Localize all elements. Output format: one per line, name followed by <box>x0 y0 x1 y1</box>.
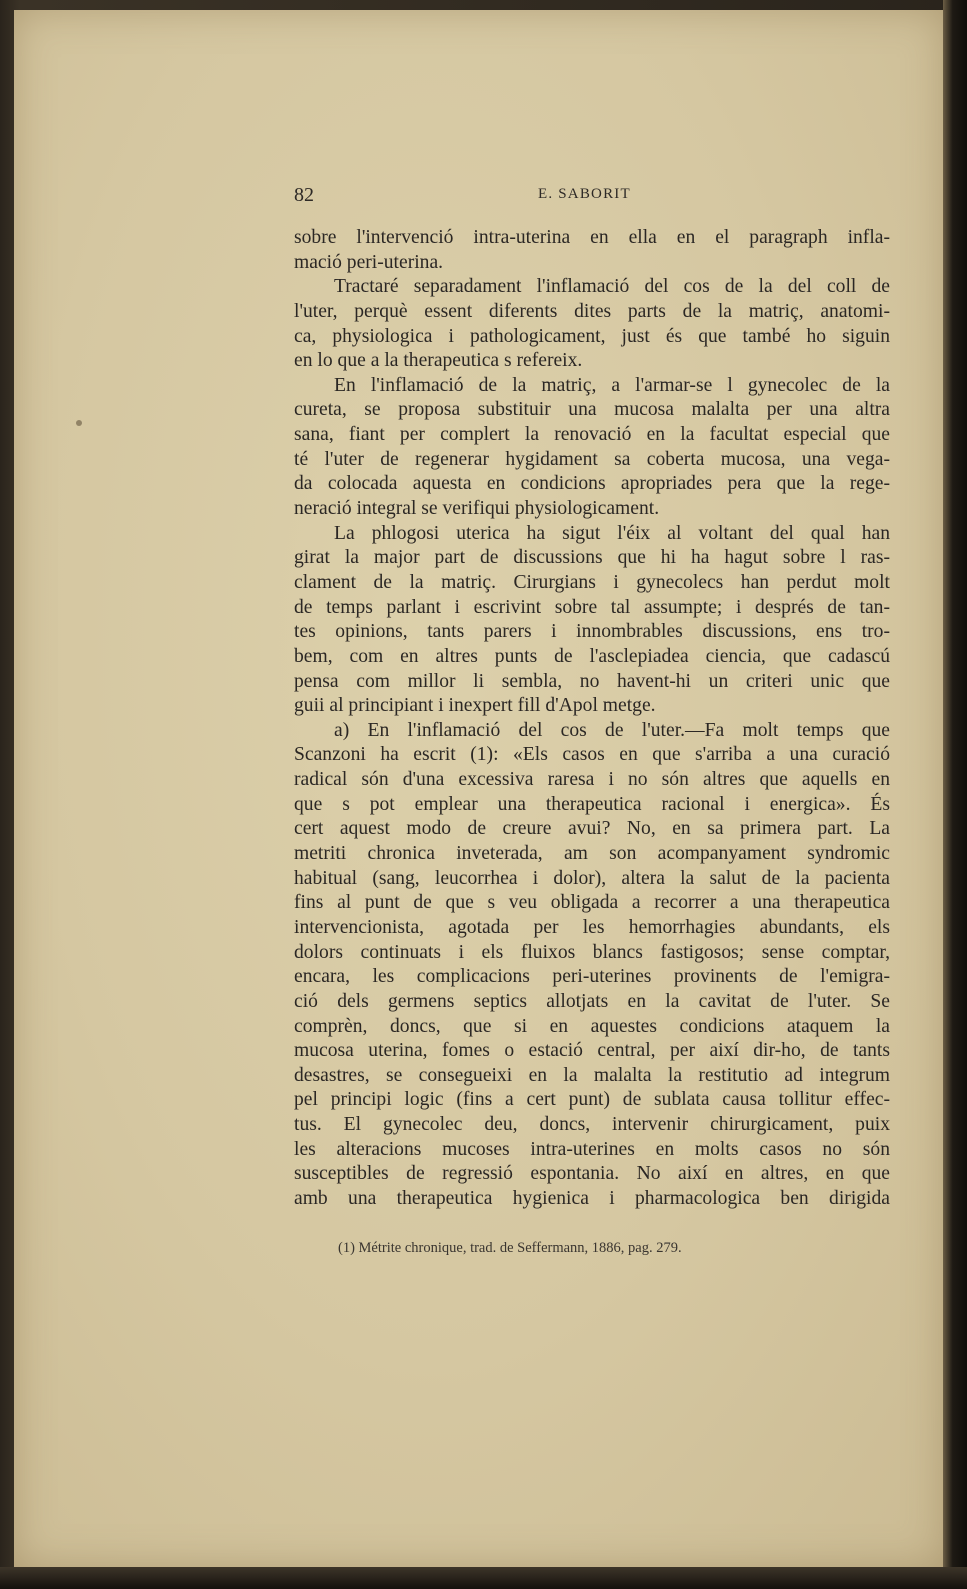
text-line: cert aquest modo de creure avui? No, en sa primera part. La <box>294 818 890 840</box>
text-line: La phlogosi uterica ha sigut l'éix al voltant del qual han <box>334 522 890 544</box>
text-line: desastres, se consegueixi en la malalta la restitutio ad integrum <box>294 1064 890 1086</box>
text-line: mucosa uterina, fomes o estació central, per així dir-ho, de tants <box>294 1040 890 1062</box>
text-line: tus. El gynecolec deu, doncs, intervenir chirurgicament, puix <box>294 1114 890 1136</box>
text-line: a) En l'inflamació del cos de l'uter.—Fa molt temps que <box>334 719 890 741</box>
text-line: Tractaré separadament l'inflamació del cos de la del coll de <box>334 276 890 298</box>
text-line: da colocada aquesta en condicions apropriades pera que la rege- <box>294 473 890 495</box>
text-line: dolors continuats i els fluixos blancs fastigosos; sense comptar, <box>294 941 890 963</box>
text-line: pensa com millor li sembla, no havent-hi un criteri unic que <box>294 670 890 692</box>
text-line: mació peri-uterina. <box>294 251 444 273</box>
body-text <box>294 226 890 1212</box>
ink-spot <box>76 420 82 426</box>
page-number: 82 <box>294 184 314 206</box>
text-line: neració integral se verifiqui physiologicament. <box>294 498 660 520</box>
text-line: sana, fiant per complert la renovació en la facultat especial que <box>294 424 890 446</box>
page-edge-shadow <box>943 0 967 1589</box>
text-line: tes opinions, tants parers i innombrables discussions, ens tro- <box>294 621 890 643</box>
page-bottom-shadow <box>0 1567 967 1589</box>
text-line: cureta, se proposa substituir una mucosa malalta per una altra <box>294 399 890 421</box>
text-line: amb una therapeutica hygienica i pharmacologica ben dirigida <box>294 1187 890 1209</box>
text-line: bem, com en altres punts de l'asclepiadea ciencia, que cadascú <box>294 645 890 667</box>
text-line: l'uter, perquè essent diferents dites parts de la matriç, anatomi- <box>294 300 890 322</box>
text-line: fins al punt de que s veu obligada a recorrer a una therapeutica <box>294 892 890 914</box>
text-line: comprèn, doncs, que si en aquestes condicions ataquem la <box>294 1015 890 1037</box>
text-line: en lo que a la therapeutica s refereix. <box>294 350 583 372</box>
text-line: susceptibles de regressió espontania. No així en altres, en que <box>294 1163 890 1185</box>
text-line: les alteracions mucoses intra-uterines en molts casos no són <box>294 1138 890 1160</box>
text-line: En l'inflamació de la matriç, a l'armar-se l gynecolec de la <box>334 374 890 396</box>
text-line: té l'uter de regenerar hygidament sa coberta mucosa, una vega- <box>294 448 890 470</box>
text-line: encara, les complicacions peri-uterines provinents de l'emigra- <box>294 966 890 988</box>
text-line: ca, physiologica i pathologicament, just és que també ho siguin <box>294 325 890 347</box>
page-header <box>294 178 894 208</box>
text-line: girat la major part de discussions que hi ha hagut sobre l ras- <box>294 547 890 569</box>
text-line: ció dels germens septics allotjats en la cavitat de l'uter. Se <box>294 990 890 1012</box>
text-line: Scanzoni ha escrit (1): «Els casos en que s'arriba a una curació <box>294 744 890 766</box>
text-line: que s pot emplear una therapeutica racional i energica». És <box>294 793 890 815</box>
footnote: (1) Métrite chronique, trad. de Seffermann, 1886, pag. 279. <box>338 1240 682 1256</box>
text-line: radical són d'una excessiva raresa i no són altres que aquells en <box>294 769 890 791</box>
text-line: metriti chronica inveterada, am son acompanyament syndromic <box>294 843 890 865</box>
text-line: guii al principiant i inexpert fill d'Apol metge. <box>294 695 656 717</box>
text-line: habitual (sang, leucorrhea i dolor), altera la salut de la pacienta <box>294 867 890 889</box>
text-line: clament de la matriç. Cirurgians i gynecolecs han perdut molt <box>294 571 890 593</box>
text-line: sobre l'intervenció intra-uterina en ella en el paragraph infla- <box>294 227 890 248</box>
text-line: intervencionista, agotada per les hemorrhagies abundants, els <box>294 916 890 938</box>
running-head: E. SABORIT <box>538 186 631 202</box>
text-line: de temps parlant i escrivint sobre tal assumpte; i després de tan- <box>294 596 890 618</box>
text-line: pel principi logic (fins a cert punt) de sublata causa tollitur effec- <box>294 1089 890 1111</box>
